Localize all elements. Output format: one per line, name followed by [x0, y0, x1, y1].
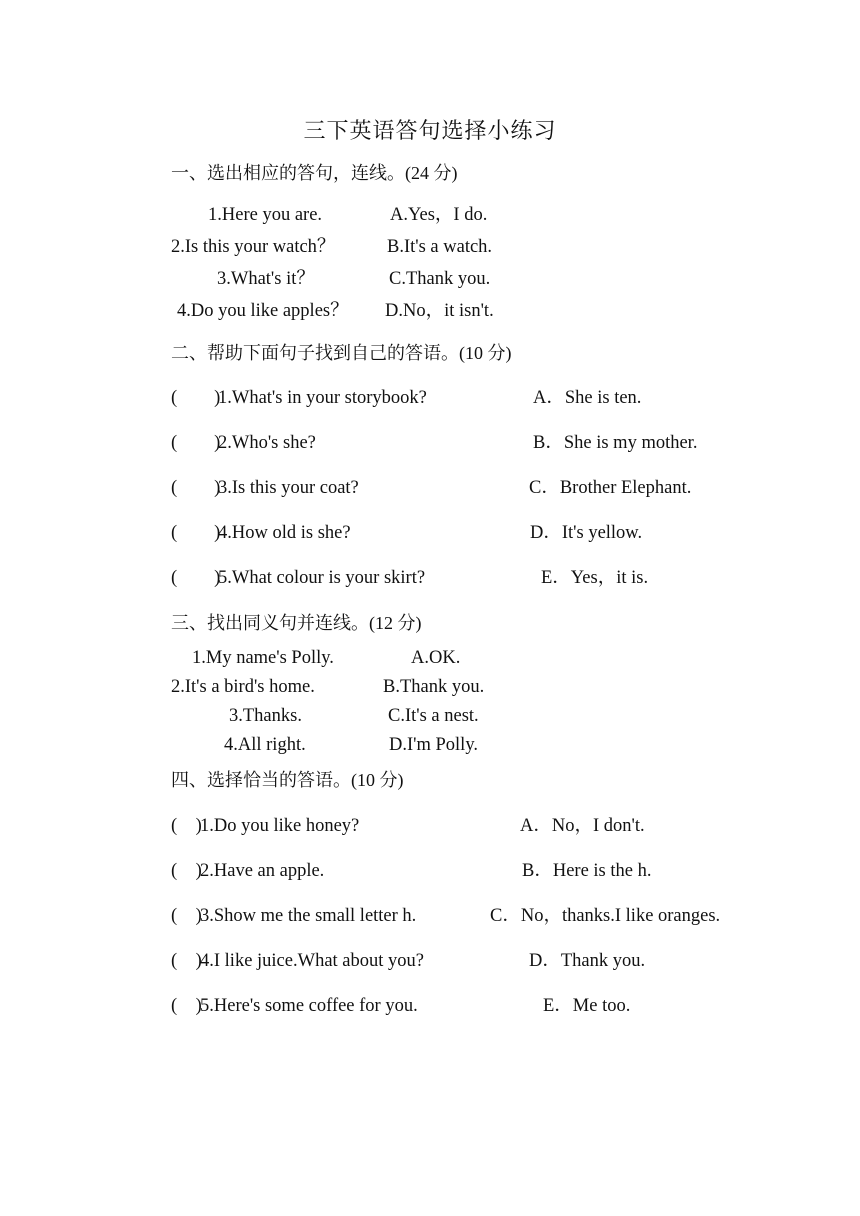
section3-right-item: A.OK.: [411, 648, 461, 668]
section1-heading: [171, 162, 458, 185]
answer-bracket[interactable]: ( ): [171, 568, 221, 588]
section1-points: (24 分): [405, 163, 458, 183]
page-title: 三下英语答句选择小练习: [303, 119, 557, 144]
answer-bracket[interactable]: ( ): [171, 523, 221, 543]
section1-left-item: 4.Do you like apples？: [177, 301, 349, 321]
section3-left-item: 2.It's a bird's home.: [171, 677, 315, 697]
section2-heading-text: 二、帮助下面句子找到自己的答语。: [171, 343, 459, 364]
section2-question: 1.What's in your storybook?: [218, 388, 427, 408]
section4-question: 5.Here's some coffee for you.: [200, 996, 418, 1016]
section2-answer: D．It's yellow.: [530, 523, 643, 543]
section4-question: 3.Show me the small letter h.: [200, 906, 417, 926]
section3-right-item: D.I'm Polly.: [389, 735, 478, 755]
section4-points: (10 分): [351, 770, 404, 790]
section2-question: 5.What colour is your skirt?: [218, 568, 426, 588]
section4-heading: [171, 769, 404, 792]
section2-question: 3.Is this your coat?: [218, 478, 359, 498]
section3-left-item: 4.All right.: [224, 735, 306, 755]
section1-heading-text: 一、选出相应的答句，连线。: [171, 163, 405, 184]
section2-answer: A．She is ten.: [533, 388, 642, 408]
section1-left-item: 1.Here you are.: [208, 205, 323, 225]
answer-bracket[interactable]: ( ): [171, 478, 221, 498]
section2-heading: [171, 342, 512, 365]
answer-bracket[interactable]: ( ): [171, 951, 202, 971]
section2-question: 4.How old is she?: [218, 523, 351, 543]
answer-bracket[interactable]: ( ): [171, 816, 202, 836]
section2-question: 2.Who's she?: [218, 433, 316, 453]
section1-right-item: B.It's a watch.: [387, 237, 493, 257]
section3-points: (12 分): [369, 613, 422, 633]
section3-heading-text: 三、找出同义句并连线。: [171, 613, 369, 634]
section1-right-item: C.Thank you.: [389, 269, 491, 289]
section4-heading-text: 四、选择恰当的答语。: [171, 770, 351, 791]
section1-left-item: 3.What's it？: [217, 269, 315, 289]
answer-bracket[interactable]: ( ): [171, 388, 221, 408]
section3-left-item: 1.My name's Polly.: [192, 648, 334, 668]
section3-heading: [171, 612, 422, 635]
section3-right-item: B.Thank you.: [383, 677, 485, 697]
answer-bracket[interactable]: ( ): [171, 906, 202, 926]
answer-bracket[interactable]: ( ): [171, 861, 202, 881]
section3-right-item: C.It's a nest.: [388, 706, 479, 726]
section4-question: 4.I like juice.What about you?: [200, 951, 424, 971]
answer-bracket[interactable]: ( ): [171, 996, 202, 1016]
section4-answer: E．Me too.: [543, 996, 631, 1016]
section3-left-item: 3.Thanks.: [229, 706, 302, 726]
section4-answer: D．Thank you.: [529, 951, 646, 971]
section1-right-item: A.Yes，I do.: [390, 205, 488, 225]
section4-answer: C．No，thanks.I like oranges.: [490, 906, 721, 926]
section1-left-item: 2.Is this your watch？: [171, 237, 336, 257]
section4-answer: B．Here is the h.: [522, 861, 652, 881]
section2-answer: C．Brother Elephant.: [529, 478, 692, 498]
section2-answer: B．She is my mother.: [533, 433, 698, 453]
section4-answer: A．No，I don't.: [520, 816, 645, 836]
section2-answer: E．Yes，it is.: [541, 568, 649, 588]
answer-bracket[interactable]: ( ): [171, 433, 221, 453]
section2-points: (10 分): [459, 343, 512, 363]
section4-question: 1.Do you like honey?: [200, 816, 360, 836]
section1-right-item: D.No，it isn't.: [385, 301, 494, 321]
section4-question: 2.Have an apple.: [200, 861, 325, 881]
